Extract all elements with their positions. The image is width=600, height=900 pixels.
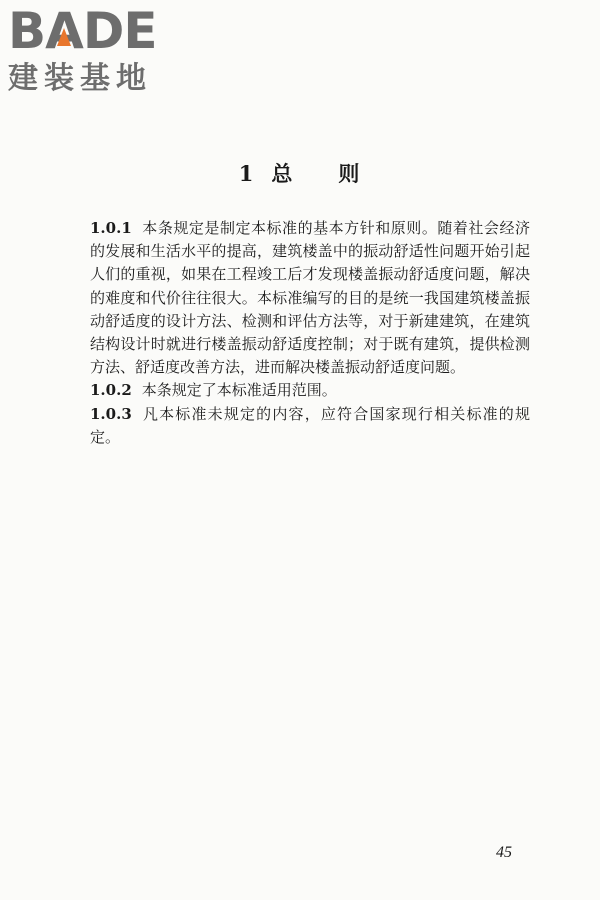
clause-1-0-3 [90,403,530,449]
logo-letter-b: B [8,2,46,60]
logo-letters-de: DE [82,2,157,60]
logo-wordmark [8,2,157,60]
clause-text: 凡本标准未规定的内容，应符合国家现行相关标准的规定。 [90,404,530,446]
clause-number: 1.0.2 [90,381,132,400]
chapter-title [0,158,600,188]
logo-tagline: 建装基地 [8,61,152,96]
chapter-title-part2: 则 [338,161,362,186]
logo-letter-a: A [45,2,83,60]
clause-number: 1.0.1 [90,219,132,237]
clause-1-0-2 [90,379,530,402]
clause-1-0-1 [90,217,530,379]
clause-text: 本条规定是制定本标准的基本方针和原则。随着社会经济的发展和生活水平的提高，建筑楼盖中的振动舒适性问题开始引起人们的重视，如果在工程竣工后才发现楼盖振动舒适度问题，解决的难度和代价往往很大。本标准编写的目的是统一我国建筑楼盖振动舒适度的设计方法、检测和评估方法等，对于新建建筑，在建筑结构设计时就进行楼盖振动舒适度控制；对于既有建筑，提供检测方法、舒适度改善方法，进而解决楼盖振动舒适度问题。 [90,219,530,377]
watermark-logo [8,2,178,96]
clause-number: 1.0.3 [90,404,132,423]
clause-text: 本条规定了本标准适用范围。 [141,381,337,400]
chapter-title-part1: 总 [271,161,295,186]
chapter-number: 1 [238,161,256,186]
page-number: 45 [496,844,512,861]
chapter-body [90,217,530,449]
